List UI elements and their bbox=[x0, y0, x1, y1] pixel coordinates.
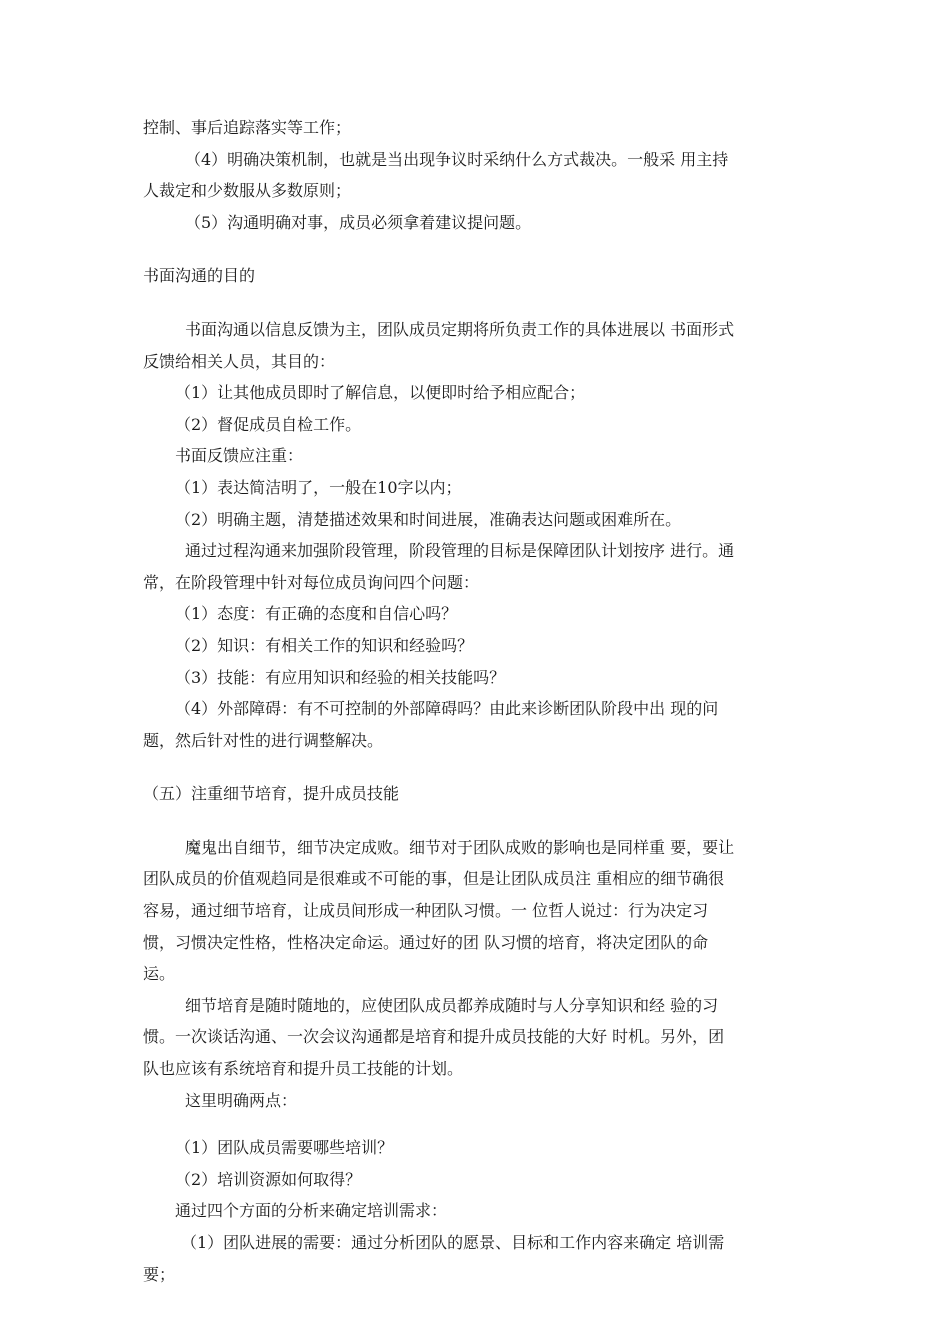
paragraph-line: 魔鬼出自细节，细节决定成败。细节对于团队成败的影响也是同样重 要，要让 bbox=[185, 837, 735, 857]
text-line: 要； bbox=[143, 1264, 176, 1284]
list-item: （4）外部障碍：有不可控制的外部障碍吗？由此来诊断团队阶段中出 现的问 bbox=[175, 699, 719, 719]
text-line: 运。 bbox=[143, 964, 176, 984]
section-heading: 书面沟通的目的 bbox=[143, 266, 256, 286]
list-item: （2）知识：有相关工作的知识和经验吗？ bbox=[175, 635, 474, 655]
text-line: 控制、事后追踪落实等工作； bbox=[143, 118, 352, 137]
text-line: 队也应该有系统培育和提升员工技能的计划。 bbox=[143, 1059, 464, 1079]
list-item: （1）团队进展的需要：通过分析团队的愿景、目标和工作内容来确定 培训需 bbox=[181, 1233, 725, 1252]
paragraph-line: 通过过程沟通来加强阶段管理，阶段管理的目标是保障团队计划按序 进行。通 bbox=[185, 541, 735, 561]
text-line: 惯，习惯决定性格，性格决定命运。通过好的团 队习惯的培育，将决定团队的命 bbox=[143, 932, 709, 952]
paragraph-line: 书面反馈应注重： bbox=[175, 446, 304, 466]
paragraph-line: 通过四个方面的分析来确定培训需求： bbox=[175, 1201, 448, 1221]
text-line: 反馈给相关人员，其目的： bbox=[143, 351, 336, 371]
list-item: （5）沟通明确对事，成员必须拿着建议提问题。 bbox=[185, 212, 532, 232]
list-item: （2）培训资源如何取得？ bbox=[175, 1169, 362, 1189]
list-item: （1）团队成员需要哪些培训？ bbox=[175, 1138, 394, 1158]
list-item: （2）督促成员自检工作。 bbox=[175, 414, 362, 434]
list-item: （1）让其他成员即时了解信息，以便即时给予相应配合； bbox=[175, 383, 586, 403]
document-body bbox=[143, 112, 823, 1290]
section-heading: （五）注重细节培育，提升成员技能 bbox=[143, 784, 400, 804]
text-line: 题，然后针对性的进行调整解决。 bbox=[143, 730, 384, 750]
text-line: 团队成员的价值观趋同是很难或不可能的事，但是让团队成员注 重相应的细节确很 bbox=[143, 869, 725, 889]
list-item: （1）表达简洁明了，一般在10字以内； bbox=[175, 477, 462, 497]
list-item: （2）明确主题，清楚描述效果和时间进展，准确表达问题或困难所在。 bbox=[175, 509, 682, 529]
text-line: 惯。一次谈话沟通、一次会议沟通都是培育和提升成员技能的大好 时机。另外，团 bbox=[143, 1027, 725, 1047]
list-item: （3）技能：有应用知识和经验的相关技能吗？ bbox=[175, 667, 506, 687]
text-line: 容易，通过细节培育，让成员间形成一种团队习惯。一 位哲人说过：行为决定习 bbox=[143, 901, 709, 921]
paragraph-line: 这里明确两点： bbox=[185, 1090, 298, 1110]
spacer bbox=[143, 1116, 823, 1132]
paragraph-line: 细节培育是随时随地的，应使团队成员都养成随时与人分享知识和经 验的习 bbox=[185, 995, 719, 1015]
text-line: 常，在阶段管理中针对每位成员询问四个问题： bbox=[143, 572, 480, 592]
text-line: 人裁定和少数服从多数原则； bbox=[143, 181, 352, 201]
list-item: （1）态度：有正确的态度和自信心吗？ bbox=[175, 604, 458, 624]
paragraph-line: 书面沟通以信息反馈为主，团队成员定期将所负责工作的具体进展以 书面形式 bbox=[185, 319, 735, 339]
list-item: （4）明确决策机制，也就是当出现争议时采纳什么方式裁决。一般采 用主持 bbox=[185, 149, 729, 169]
